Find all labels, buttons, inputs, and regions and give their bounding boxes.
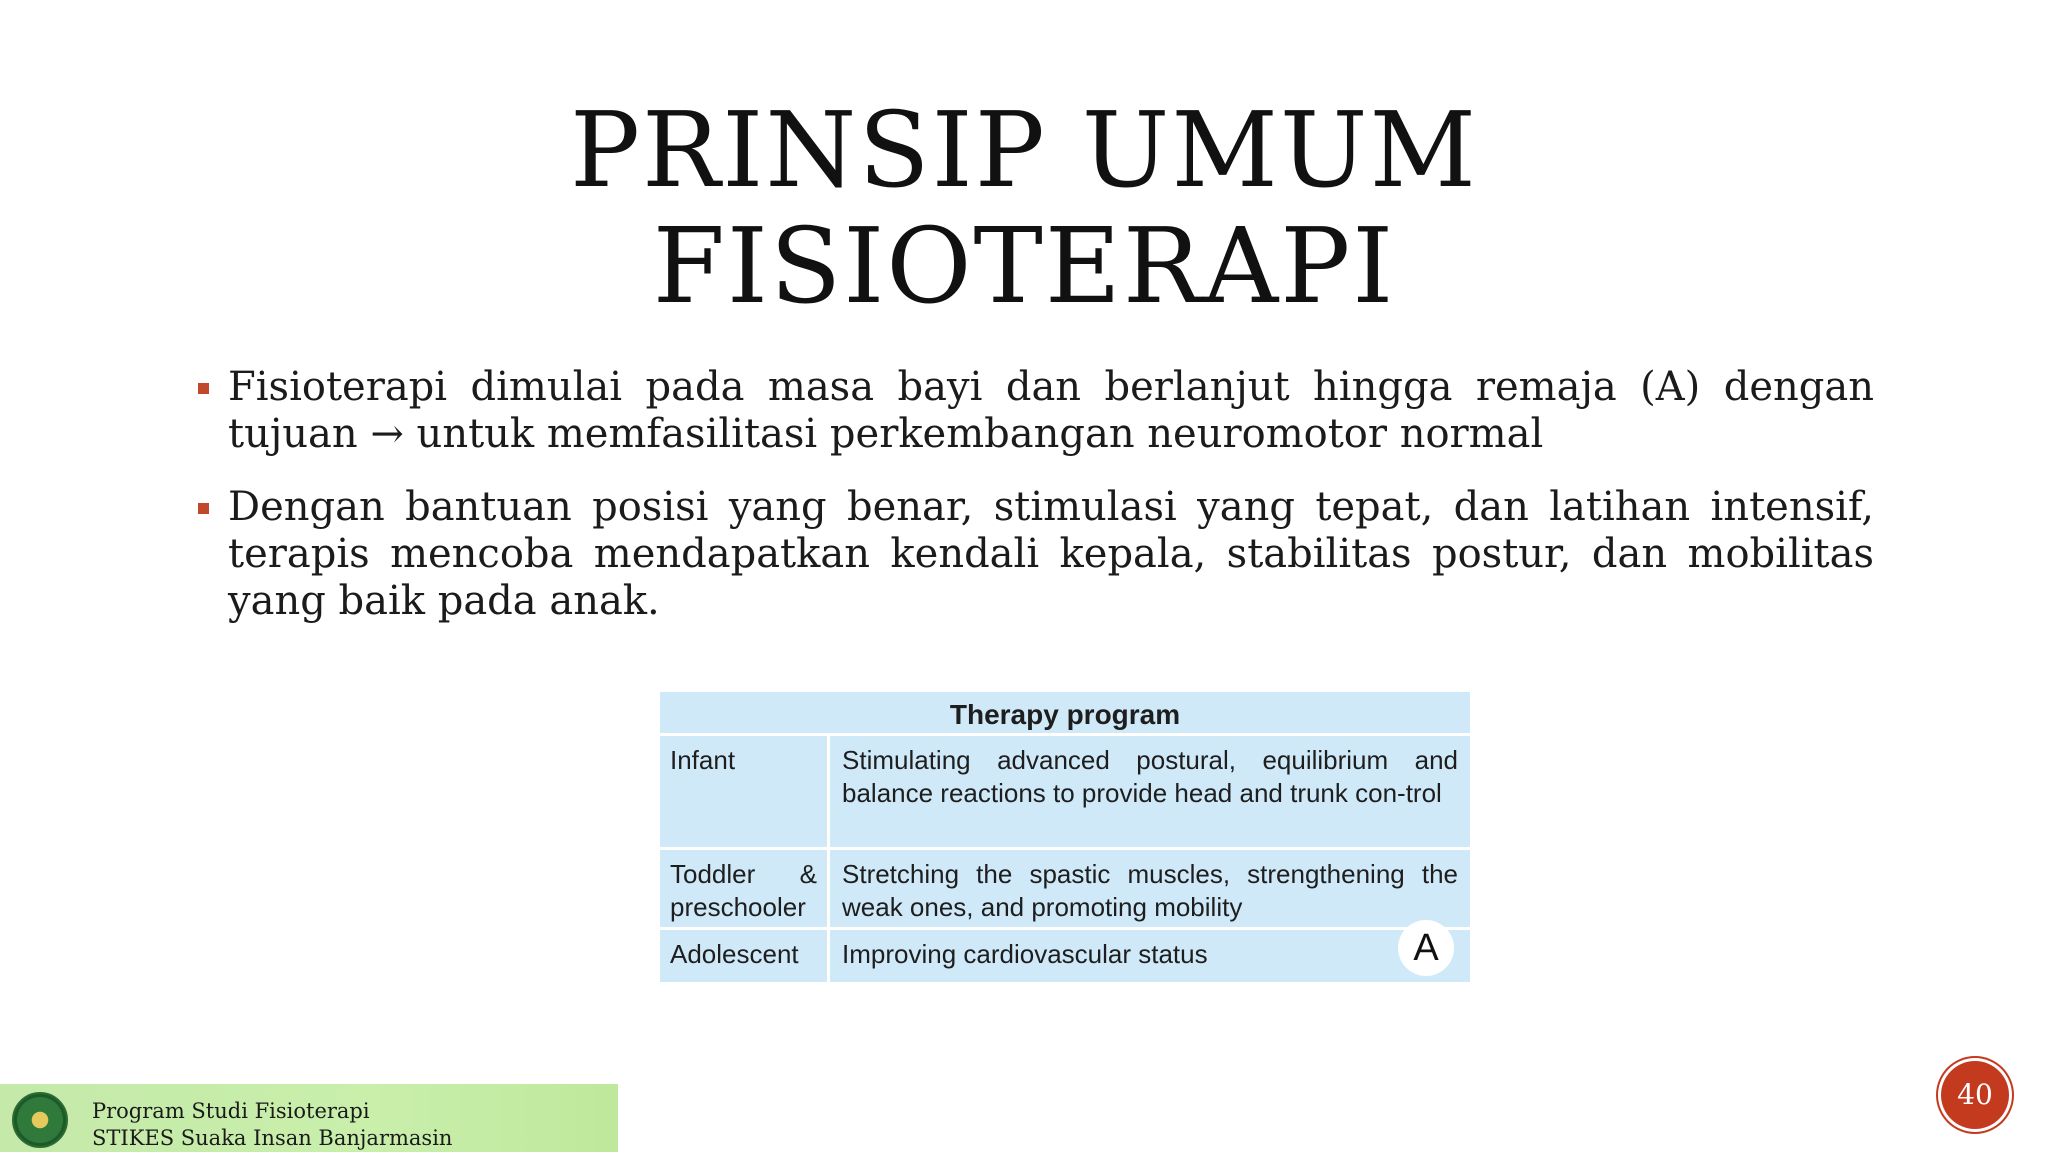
institution-logo-icon xyxy=(12,1092,68,1148)
table-cell-group-amp: & xyxy=(799,859,817,889)
bullet-item xyxy=(198,364,1874,458)
slide-title-line-2: FISIOTERAPI xyxy=(652,205,1396,327)
table-row xyxy=(660,930,1470,982)
footer-bar xyxy=(0,1084,618,1152)
bullet-item xyxy=(198,484,1874,625)
table-cell-program: Stretching the spastic muscles, strengthening the weak ones, and promoting mobility xyxy=(842,859,1458,922)
table-cell-group: Infant xyxy=(660,736,830,847)
table-cell-program: Stimulating advanced postural, equilibrium and balance reactions to provide head and trunk con-trol xyxy=(842,745,1458,808)
figure-label: A xyxy=(1398,920,1454,976)
bullet-list xyxy=(198,364,1874,651)
table-row xyxy=(660,736,1470,850)
bullet-text: Dengan bantuan posisi yang benar, stimulasi yang tepat, dan latihan intensif, terapis mencoba mendapatkan kendali kepala, stabilitas postur, dan mobilitas yang baik pada anak. xyxy=(228,484,1874,624)
table-cell-group-word: Toddler xyxy=(670,859,756,889)
footer-program-name: Program Studi Fisioterapi xyxy=(92,1099,370,1123)
table-cell-group-line xyxy=(670,858,817,891)
table-header: Therapy program xyxy=(660,692,1470,736)
square-bullet-icon xyxy=(198,383,209,394)
slide-title-line-1: PRINSIP UMUM xyxy=(570,89,1478,211)
table-cell-group xyxy=(660,850,830,927)
therapy-program-table xyxy=(660,692,1470,982)
slide-title xyxy=(0,89,2048,327)
square-bullet-icon xyxy=(198,503,209,514)
footer-text xyxy=(92,1098,452,1152)
table-cell-program: Improving cardiovascular status xyxy=(842,939,1208,969)
page-number-badge: 40 xyxy=(1938,1058,2012,1132)
footer-institution-name: STIKES Suaka Insan Banjarmasin xyxy=(92,1126,453,1150)
table-cell-group: Adolescent xyxy=(660,930,830,982)
table-cell-group-line: preschooler xyxy=(670,892,806,922)
table-row xyxy=(660,850,1470,930)
bullet-text: Fisioterapi dimulai pada masa bayi dan berlanjut hingga remaja (A) dengan tujuan → untuk memfasilitasi perkembangan neuromotor normal xyxy=(228,364,1874,457)
